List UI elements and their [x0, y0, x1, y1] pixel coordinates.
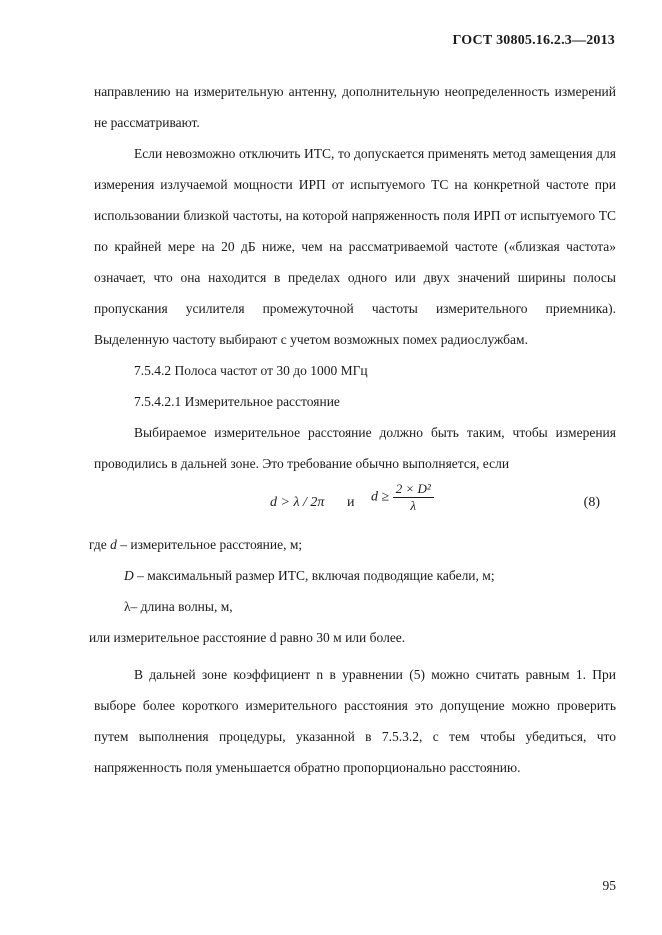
- page-number: 95: [602, 878, 616, 893]
- definition-d-text: – измерительное расстояние, м;: [120, 537, 303, 552]
- definition-d: [89, 529, 616, 560]
- definition-D-text: – максимальный размер ИТС, включая подводящие кабели, м;: [137, 568, 495, 583]
- definition-D: [124, 560, 616, 591]
- paragraph-continuation: направлению на измерительную антенну, дополнительную неопределенность измерений не рассматривают.: [94, 84, 616, 130]
- paragraph-coefficient-n: В дальней зоне коэффициент n в уравнении (5) можно считать равным 1. При выборе более короткого измерительного расстояния это допущение можно проверить путем выполнения процедуры, указанной в 7.5.3.2, с тем чтобы убедиться, что напряженность поля уменьшается обратно пропорционально расстоянию.: [94, 667, 616, 775]
- paragraph-substitution-method: Если невозможно отключить ИТС, то допускается применять метод замещения для измерения излучаемой мощности ИРП от испытуемого ТС на конкретной частоте при использовании близкой частоты, на которой напряженность поля ИРП от испытуемого ТС по крайней мере на 20 дБ ниже, чем на рассматриваемой частоте («близкая частота» означает, что она находится в пределах одного или двух значений ширины полосы пропускания усилителя промежуточной частоты измерительного приемника). Выделенную частоту выбирают с учетом возможных помех радиослужбам.: [94, 146, 616, 347]
- equation-number: (8): [583, 495, 600, 510]
- document-header: ГОСТ 30805.16.2.3—2013: [452, 33, 615, 48]
- definition-lambda-symbol: λ: [124, 599, 131, 614]
- definition-lambda: [124, 591, 616, 622]
- definition-d-symbol: d: [110, 537, 117, 552]
- section-heading-7-5-4-2-1: 7.5.4.2.1 Измерительное расстояние: [134, 394, 340, 409]
- formula-right: [371, 481, 434, 514]
- paragraph-30m: или измерительное расстояние d равно 30 м или более.: [89, 630, 406, 645]
- definition-lead: где: [89, 537, 107, 552]
- definition-lambda-text: – длина волны, м,: [130, 599, 233, 614]
- formula-right-lhs: d ≥: [371, 489, 390, 505]
- formula-8: [94, 481, 616, 529]
- formula-left: d > λ / 2π: [270, 495, 325, 510]
- paragraph-far-field: Выбираемое измерительное расстояние должно быть таким, чтобы измерения проводились в дальней зоне. Это требование обычно выполняется, если: [94, 425, 616, 471]
- page-body: [89, 76, 616, 783]
- formula-numerator: 2 × D²: [393, 481, 434, 498]
- section-heading-7-5-4-2: 7.5.4.2 Полоса частот от 30 до 1000 МГц: [134, 363, 368, 378]
- formula-conjunction: и: [347, 495, 355, 510]
- formula-denominator: λ: [410, 498, 417, 513]
- definitions: [89, 529, 616, 622]
- formula-fraction: [393, 481, 434, 514]
- definition-D-symbol: D: [124, 568, 134, 583]
